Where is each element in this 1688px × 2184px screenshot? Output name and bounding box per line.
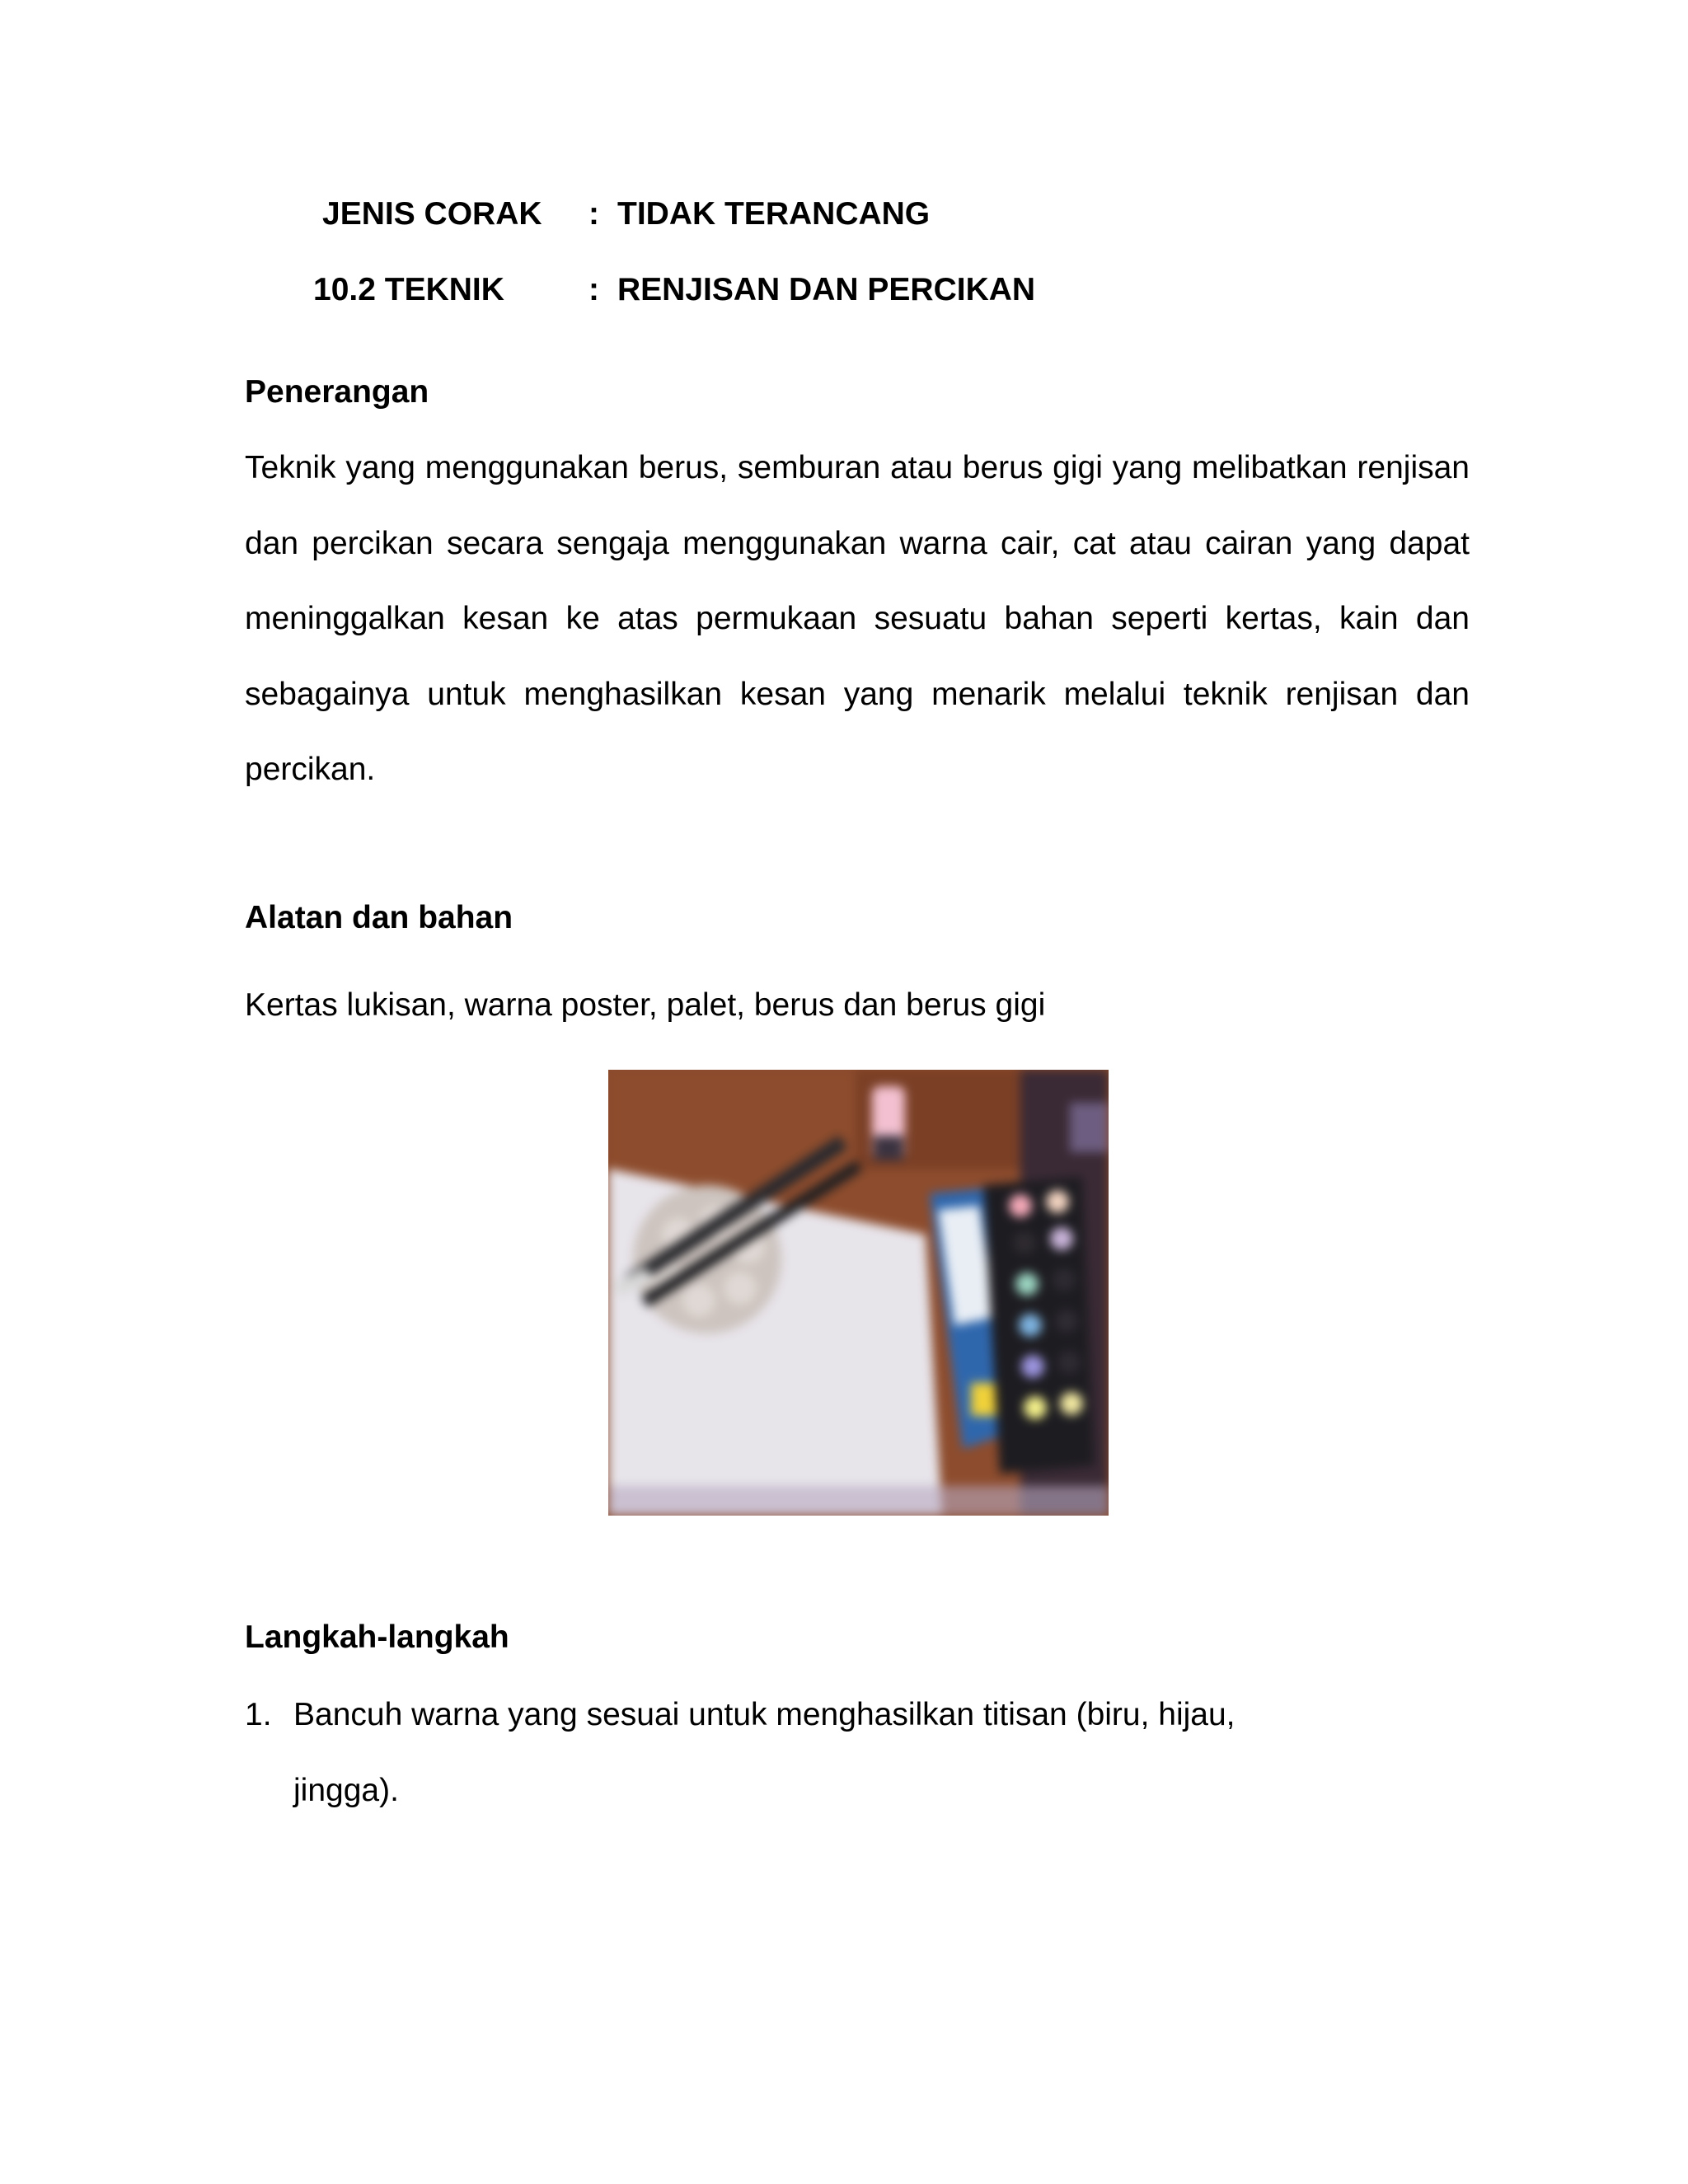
section-heading-alatan: Alatan dan bahan [245, 900, 513, 935]
section-heading-langkah: Langkah-langkah [245, 1619, 509, 1655]
header-colon: : [588, 272, 599, 307]
step-text: Bancuh warna yang sesuai untuk menghasilkan titisan (biru, hijau, jingga). [293, 1697, 1236, 1808]
step-number: 1. [245, 1697, 272, 1732]
header-label: JENIS CORAK [322, 196, 542, 232]
penerangan-paragraph: Teknik yang menggunakan berus, semburan atau berus gigi yang melibatkan renjisan dan percikan secara sengaja menggunakan warna cair, cat atau cairan yang dapat meninggalkan kesan ke atas permukaan sesuatu bahan seperti kertas, kain dan sebagainya untuk menghasilkan kesan yang menarik melalui teknik renjisan dan percikan. [245, 450, 1470, 787]
header-label: 10.2 TEKNIK [313, 272, 504, 307]
header-value: TIDAK TERANCANG [617, 196, 931, 232]
art-supplies-photo [608, 1070, 1109, 1516]
section-heading-penerangan: Penerangan [245, 374, 429, 410]
header-value: RENJISAN DAN PERCIKAN [617, 272, 1036, 307]
header-colon: : [588, 196, 599, 232]
alatan-text: Kertas lukisan, warna poster, palet, berus dan berus gigi [245, 987, 1046, 1023]
